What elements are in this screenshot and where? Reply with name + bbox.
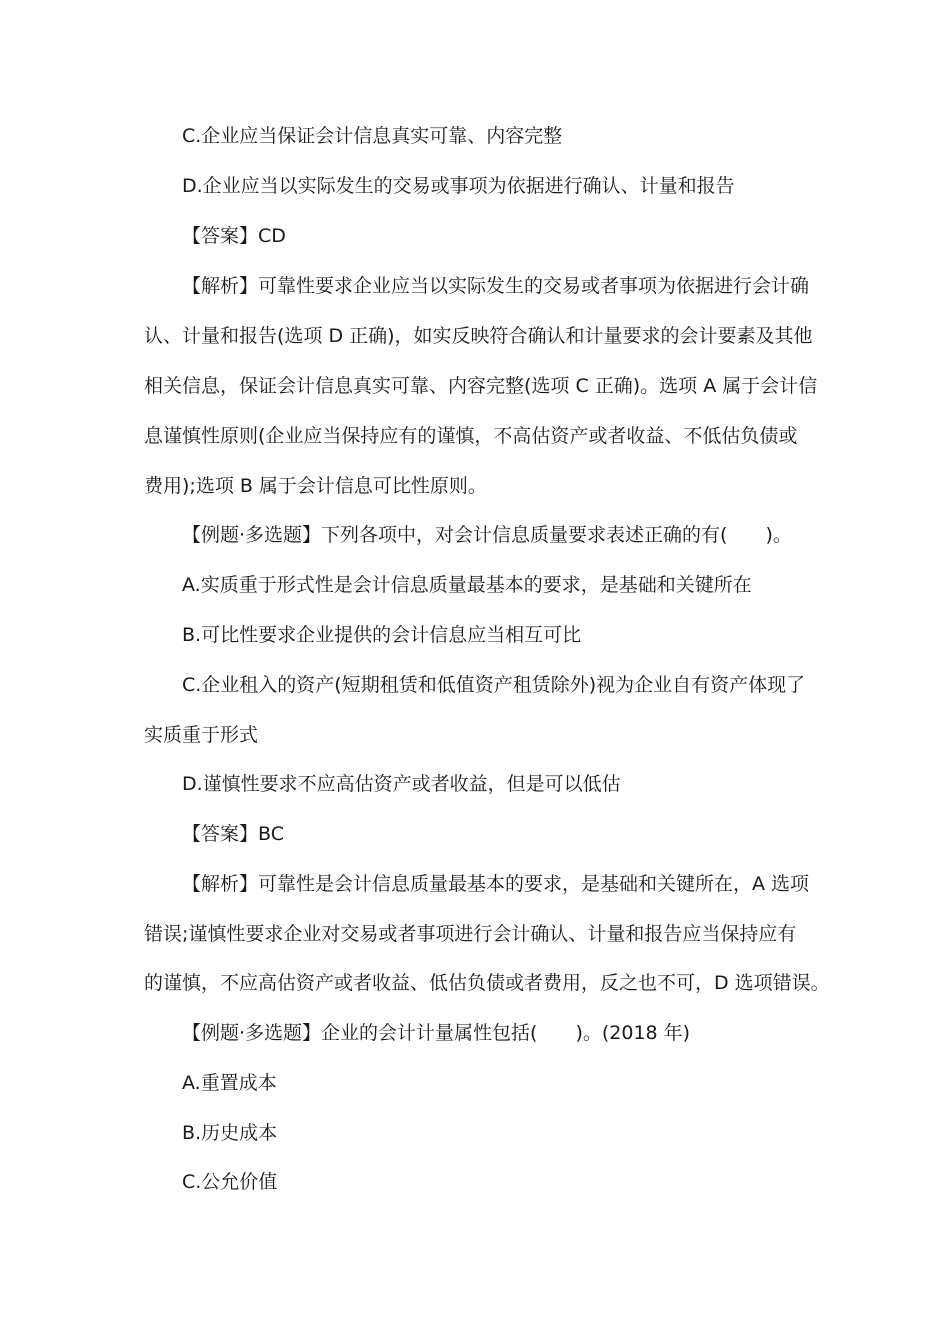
analysis-line: 息谨慎性原则(企业应当保持应有的谨慎，不高估资产或者收益、不低估负债或: [144, 425, 798, 447]
option-a-line: A.重置成本: [182, 1072, 277, 1094]
option-c-line: C.企业租入的资产(短期租赁和低值资产租赁除外)视为企业自有资产体现了: [182, 674, 806, 696]
option-a-line: A.实质重于形式性是会计信息质量最基本的要求，是基础和关键所在: [182, 574, 752, 596]
analysis-line: 认、计量和报告(选项 D 正确)，如实反映符合确认和计量要求的会计要素及其他: [144, 325, 813, 347]
option-d-line: D.企业应当以实际发生的交易或事项为依据进行确认、计量和报告: [182, 175, 735, 197]
question-line: 【例题·多选题】企业的会计计量属性包括( )。(2018 年): [182, 1022, 691, 1044]
analysis-line: 错误;谨慎性要求企业对交易或者事项进行会计确认、计量和报告应当保持应有: [144, 923, 797, 945]
question-line: 【例题·多选题】下列各项中，对会计信息质量要求表述正确的有( )。: [182, 524, 792, 546]
answer-line: 【答案】BC: [182, 823, 284, 845]
option-d-line: D.谨慎性要求不应高估资产或者收益，但是可以低估: [182, 773, 621, 795]
option-c-line: 实质重于形式: [144, 724, 259, 746]
analysis-line: 【解析】可靠性要求企业应当以实际发生的交易或者事项为依据进行会计确: [182, 275, 810, 297]
analysis-line: 相关信息，保证会计信息真实可靠、内容完整(选项 C 正确)。选项 A 属于会计信: [144, 375, 818, 397]
option-b-line: B.可比性要求企业提供的会计信息应当相互可比: [182, 624, 582, 646]
option-c-line: C.公允价值: [182, 1171, 278, 1193]
answer-line: 【答案】CD: [182, 225, 286, 247]
analysis-line: 费用);选项 B 属于会计信息可比性原则。: [144, 475, 487, 497]
analysis-line: 的谨慎，不应高估资产或者收益、低估负债或者费用，反之也不可，D 选项错误。: [144, 972, 830, 994]
option-c-line: C.企业应当保证会计信息真实可靠、内容完整: [182, 125, 563, 147]
option-b-line: B.历史成本: [182, 1122, 278, 1144]
analysis-line: 【解析】可靠性是会计信息质量最基本的要求，是基础和关键所在，A 选项: [182, 873, 810, 895]
